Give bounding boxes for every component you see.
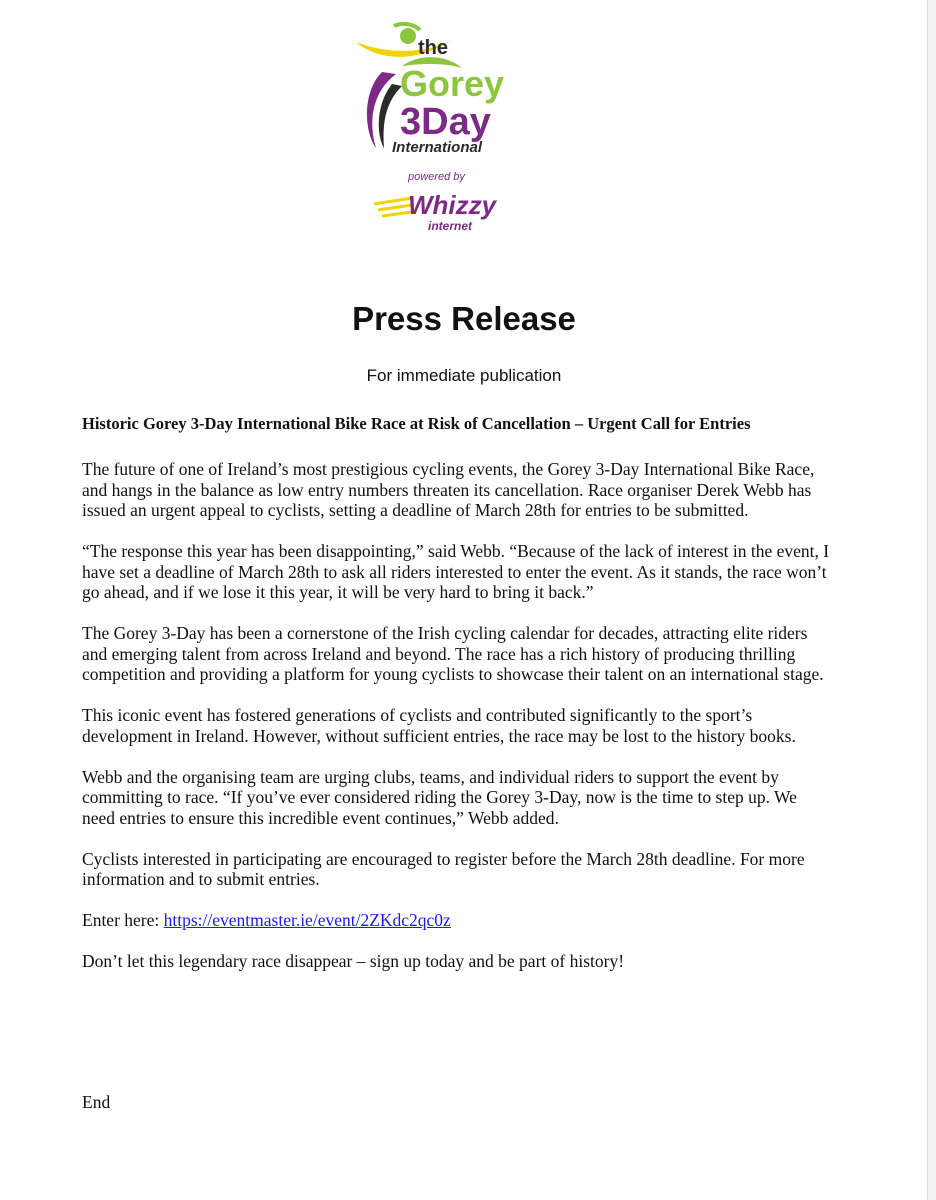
logo-text-whizzy: Whizzy bbox=[408, 190, 497, 220]
page-title: Press Release bbox=[352, 300, 576, 337]
logo-text-international: International bbox=[392, 139, 483, 156]
end-marker: End bbox=[82, 1092, 111, 1112]
paragraph: The Gorey 3-Day has been a cornerstone of the Irish cycling calendar for decades, attracting elite riders and emerging talent from across Ireland and beyond. The race has a rich history of producing thrilling competition and providing a platform for young cyclists to showcase their talent on an international stage. bbox=[82, 623, 824, 684]
paragraph: This iconic event has fostered generations of cyclists and contributed significantly to the sport’s development in Ireland. However, without sufficient entries, the race may be lost to the history books. bbox=[82, 705, 796, 746]
headline: Historic Gorey 3-Day International Bike Race at Risk of Cancellation – Urgent Call for Entries bbox=[82, 414, 751, 433]
paragraph: The future of one of Ireland’s most prestigious cycling events, the Gorey 3-Day International Bike Race, and hangs in the balance as low entry numbers threaten its cancellation. Race organiser Derek Webb has issued an urgent appeal to cyclists, setting a deadline of March 28th for entries to be submitted. bbox=[82, 459, 815, 520]
paragraph: Cyclists interested in participating are encouraged to register before the March 28th deadline. For more information and to submit entries. bbox=[82, 848, 805, 889]
logo-text-powered-by: powered by bbox=[408, 171, 465, 183]
page-edge bbox=[927, 0, 936, 1200]
closing-line: Don’t let this legendary race disappear – sign up today and be part of history! bbox=[82, 951, 625, 971]
entry-link[interactable]: https://eventmaster.ie/event/2ZKdc2qc0z bbox=[163, 910, 451, 930]
entry-label: Enter here: bbox=[82, 910, 164, 930]
paragraph: “The response this year has been disappointing,” said Webb. “Because of the lack of interest in the event, I have set a deadline of March 28th to ask all riders interested to enter the event. As it stands, the race won’t go ahead, and if we lose it this year, it will be very hard to bring it back.” bbox=[82, 541, 830, 602]
press-release-body bbox=[82, 459, 830, 992]
gorey-3day-logo bbox=[352, 22, 532, 244]
logo-text-internet: internet bbox=[428, 219, 473, 233]
logo-text-gorey: Gorey bbox=[400, 63, 505, 104]
subtitle: For immediate publication bbox=[366, 366, 562, 385]
logo-text-3day: 3Day bbox=[400, 101, 491, 143]
entry-line bbox=[82, 910, 830, 931]
logo-text-the: the bbox=[418, 37, 448, 59]
paragraph: Webb and the organising team are urging clubs, teams, and individual riders to support the event by committing to race. “If you’ve ever considered riding the Gorey 3-Day, now is the time to step up. We need entries to ensure this incredible event continues,” Webb added. bbox=[82, 766, 797, 828]
